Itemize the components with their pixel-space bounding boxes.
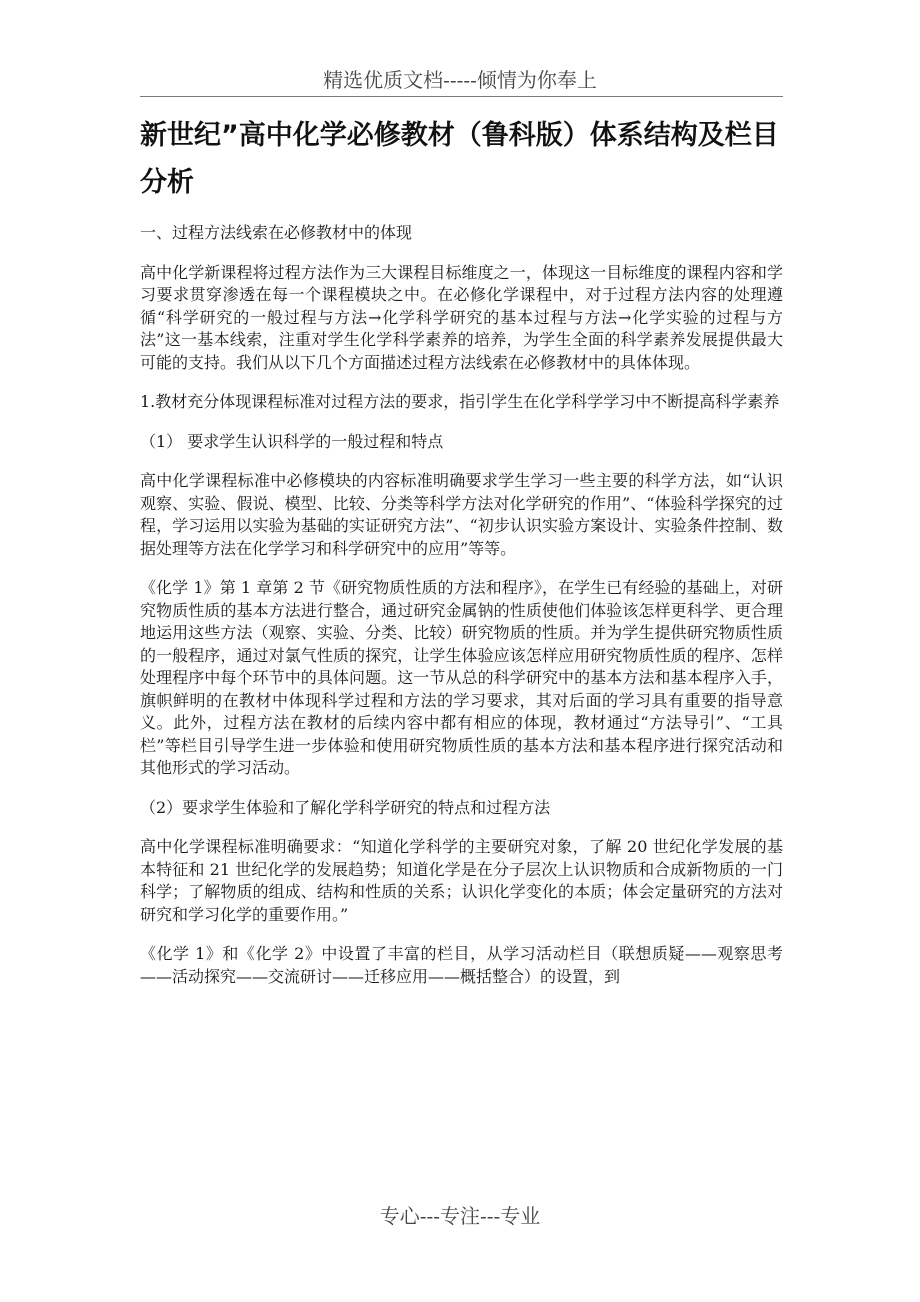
subheading-1: （1） 要求学生认识科学的一般过程和特点 [140, 431, 444, 451]
paragraph-textbook-2: 《化学 1》和《化学 2》中设置了丰富的栏目，从学习活动栏目（联想质疑——观察思考——活动探究——交流研讨——迁移应用——概括整合）的设置，到 [140, 944, 783, 986]
paragraph-standard-1: 高中化学课程标准中必修模块的内容标准明确要求学生学习一些主要的科学方法，如“认识观察、实验、假说、模型、比较、分类等科学方法对化学研究的作用”、“体验科学探究的过程，学习运用以实验为基础的实证研究方法”、“初步认识实验方案设计、实验条件控制、数据处理等方法在化学学习和科学研究中的应用”等等。 [140, 471, 783, 558]
paragraph-textbook-1: 《化学 1》第 1 章第 2 节《研究物质性质的方法和程序》，在学生已有经验的基础上，对研究物质性质的基本方法进行整合，通过研究金属钠的性质使他们体验该怎样更科学、更合理地运用这些方法（观察、实验、分类、比较）研究物质的性质。并为学生提供研究物质性质的一般程序，通过对氯气性质的探究，让学生体验应该怎样应用研究物质性质的程序、怎样处理程序中每个环节中的具体问题。这一节从总的科学研究中的基本方法和基本程序入手，旗帜鲜明的在教材中体现科学过程和方法的学习要求，其对后面的学习具有重要的指导意义。此外，过程方法在教材的后续内容中都有相应的体现，教材通过“方法导引”、“工具栏”等栏目引导学生进一步体验和使用研究物质性质的基本方法和基本程序进行探究活动和其他形式的学习活动。 [140, 578, 783, 777]
paragraph-standard-2: 高中化学课程标准明确要求：“知道化学科学的主要研究对象，了解 20 世纪化学发展的基本特征和 21 世纪化学的发展趋势；知道化学是在分子层次上认识物质和合成新物质的一门科学；了解物质的组成、结构和性质的关系；认识化学变化的本质；体会定量研究的方法对研究和学习化学的重要作用。” [140, 837, 783, 924]
page-footer: 专心---专注---专业 [379, 1204, 541, 1228]
page-header: 精选优质文档-----倾情为你奉上 [323, 68, 597, 92]
subheading-2: （2）要求学生体验和了解化学科学研究的特点和过程方法 [140, 797, 551, 817]
header-divider [140, 96, 783, 97]
section-heading-1: 一、过程方法线索在必修教材中的体现 [140, 223, 413, 242]
paragraph-point-1: 1.教材充分体现课程标准对过程方法的要求，指引学生在化学科学学习中不断提高科学素养 [140, 392, 780, 411]
document-title: 新世纪”高中化学必修教材（鲁科版）体系结构及栏目分析 [140, 120, 779, 198]
document-body [140, 112, 783, 1005]
paragraph-intro: 高中化学新课程将过程方法作为三大课程目标维度之一，体现这一目标维度的课程内容和学习要求贯穿渗透在每一个课程模块之中。在必修化学课程中，对于过程方法内容的处理遵循“科学研究的一般过程与方法→化学科学研究的基本过程与方法→化学实验的过程与方法”这一基本线索，注重对学生化学科学素养的培养，为学生全面的科学素养发展提供最大可能的支持。我们从以下几个方面描述过程方法线索在必修教材中的具体体现。 [140, 262, 783, 372]
